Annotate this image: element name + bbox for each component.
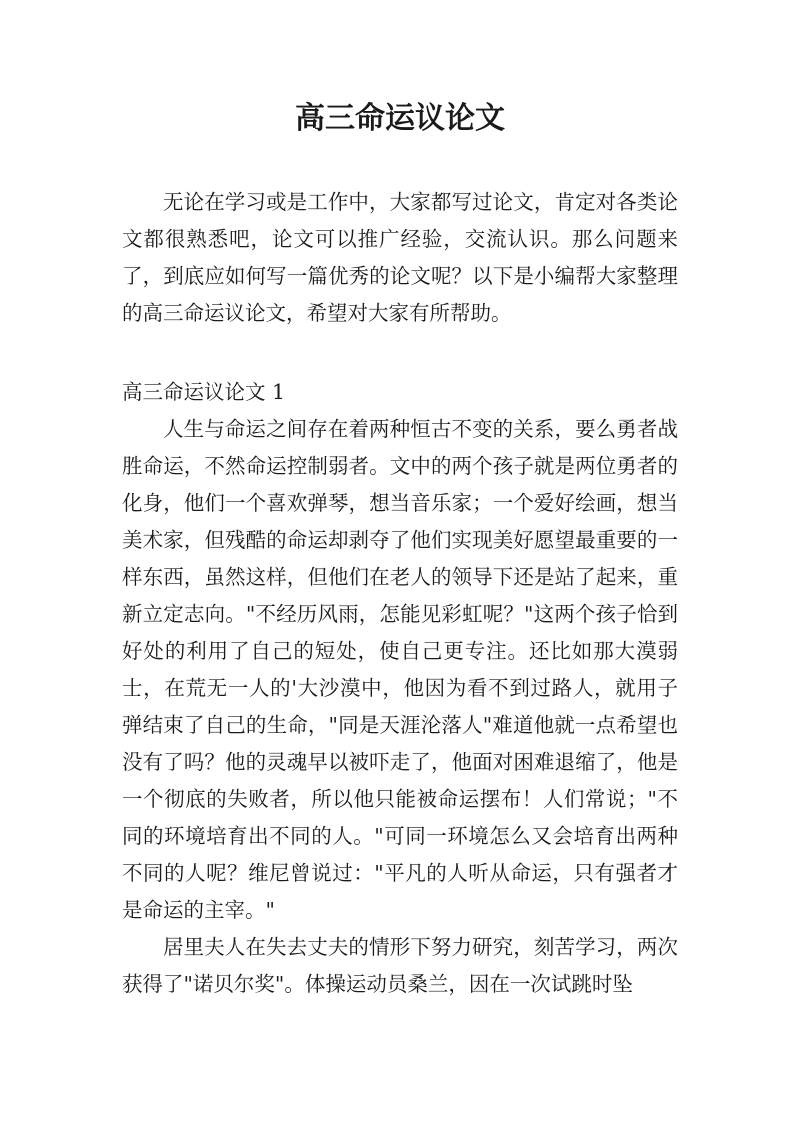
essay-paragraph: 居里夫人在失去丈夫的情形下努力研究，刻苦学习，两次获得了"诺贝尔奖"。体操运动员桑兰，因在一次试跳时坠 [122,935,678,996]
intro-paragraph: 无论在学习或是工作中，大家都写过论文，肯定对各类论文都很熟悉吧，论文可以推广经验，交流认识。那么问题来了，到底应如何写一篇优秀的论文呢？以下是小编帮大家整理的高三命运议论文，希望对大家有所帮助。 [122,190,678,325]
essay-paragraph: 人生与命运之间存在着两种恒古不变的关系，要么勇者战胜命运，不然命运控制弱者。文中的两个孩子就是两位勇者的化身，他们一个喜欢弹琴，想当音乐家；一个爱好绘画，想当美术家，但残酷的命运却剥夺了他们实现美好愿望最重要的一样东西，虽然这样，但他们在老人的领导下还是站了起来，重新立定志向。"不经历风雨，怎能见彩虹呢？"这两个孩子恰到好处的利用了自己的短处，使自己更专注。还比如那大漠弱士，在荒无一人的'大沙漠中，他因为看不到过路人，就用子弹结束了自己的生命，"同是天涯沦落人"难道他就一点希望也没有了吗？他的灵魂早以被吓走了，他面对困难退缩了，他是一个彻底的失败者，所以他只能被命运摆布！人们常说；"不同的环境培育出不同的人。"可同一环境怎么又会培育出两种不同的人呢？维尼曾说过："平凡的人听从命运，只有强者才是命运的主宰。" [122,417,678,922]
essay-body [122,411,678,1003]
document-title: 高三命运议论文 [295,101,505,136]
section-heading: 高三命运议论文 1 [122,380,286,404]
